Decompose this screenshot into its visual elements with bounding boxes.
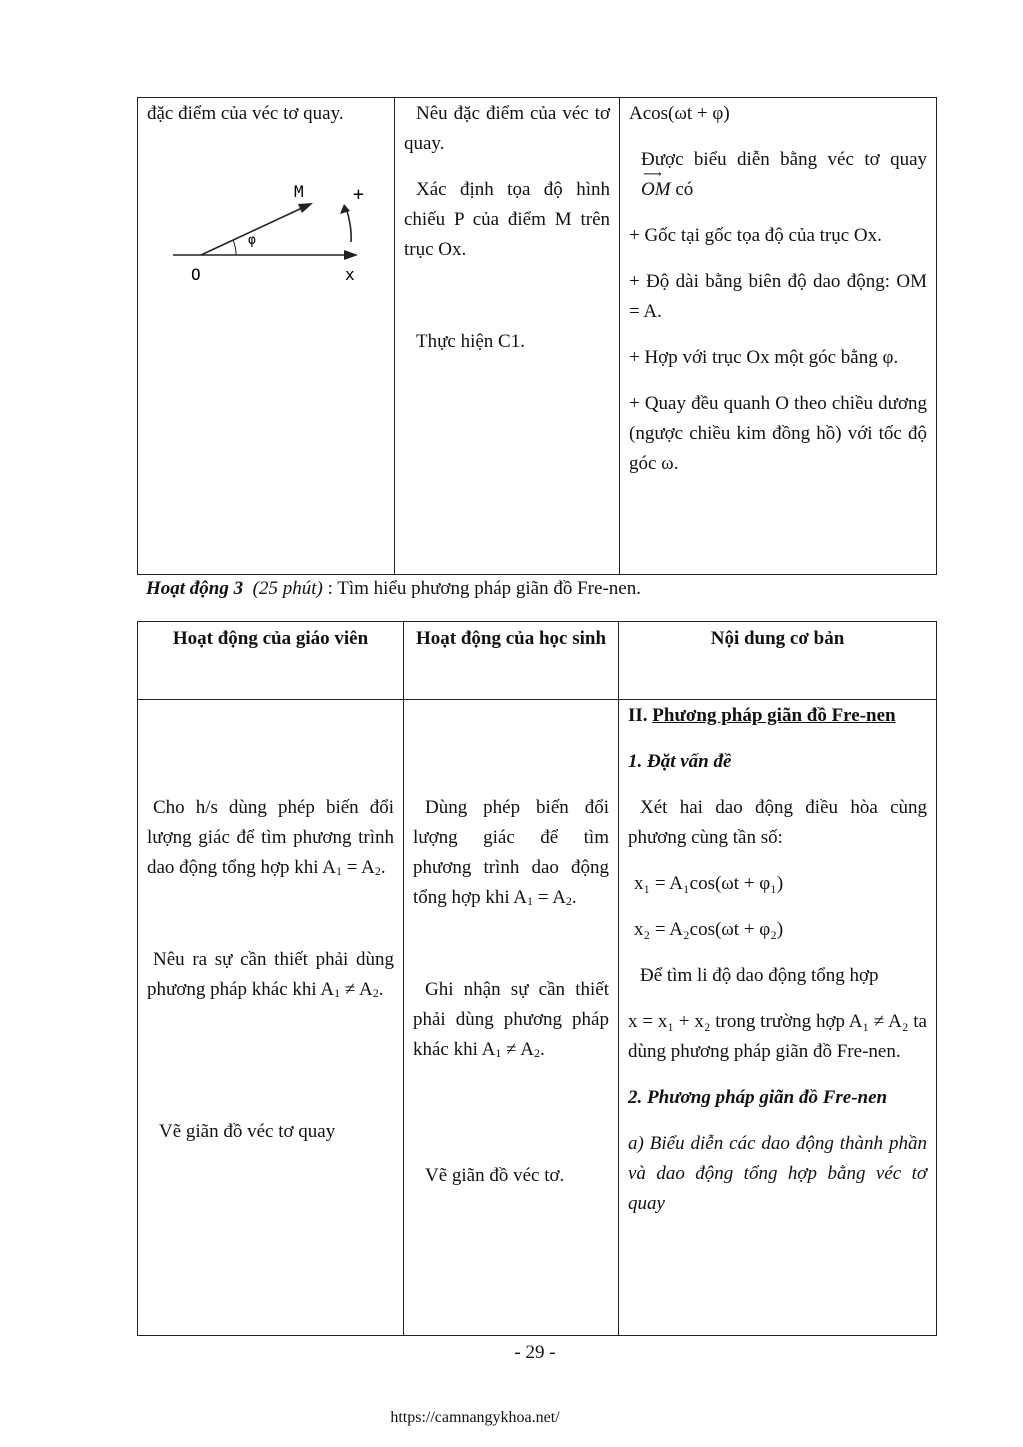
student-p2: Xác định tọa độ hình chiếu P của điểm M trên trục Ox. — [404, 179, 610, 260]
equation-x2: x₂ = A₂cos(ωt + φ₂) — [634, 919, 784, 940]
header-student: Hoạt động của học sinh — [404, 622, 619, 700]
content-p6: + Quay đều quanh O theo chiều dương (ngược chiều kim đồng hồ) với tốc độ góc ω. — [629, 393, 927, 474]
content-formula: Acos(ωt + φ) — [629, 103, 730, 124]
section-heading: II. Phương pháp giãn đồ Fre-nen — [628, 705, 896, 726]
equation-x1: x₁ = A₁cos(ωt + φ₁) — [634, 873, 784, 894]
vector-arrow-icon: ⟶ — [643, 166, 662, 181]
student-p1: Nêu đặc điểm của véc tơ quay. — [404, 103, 610, 154]
content2-p2: Để tìm li độ dao động tổng hợp — [640, 965, 879, 986]
cell-content2 — [619, 700, 937, 1336]
subsection-1: 1. Đặt vấn đề — [628, 751, 732, 772]
student2-p2: Ghi nhận sự cần thiết phải dùng phương pháp khác khi $A_1 \ne A_2$. — [413, 979, 609, 1060]
content2-p1: Xét hai dao động điều hòa cùng phương cùng tần số: — [628, 797, 927, 848]
teacher-p1: Cho h/s dùng phép biến đổi lượng giác để tìm phương trình dao động tổng hợp khi $A_1 = A_2$. — [147, 797, 394, 878]
content-p2: Được biểu diễn bằng véc tơ quay OM ⟶ có — [629, 145, 927, 205]
table-fresnel — [137, 621, 937, 1336]
content2-p3: x = x₁ + x₂ trong trường hợp A₁ ≠ A₂ ta dùng phương pháp giãn đồ Fre-nen. — [628, 1011, 927, 1062]
teacher-p2: Nêu ra sự cần thiết phải dùng phương pháp khác khi $A_1 \ne A_2$. — [147, 949, 394, 1000]
rotating-vector-diagram — [168, 178, 408, 298]
content-p4: + Độ dài bằng biên độ dao động: OM = A. — [629, 271, 927, 322]
content-p5: + Hợp với trục Ox một góc bằng φ. — [629, 347, 899, 368]
vector-om-label: OM ⟶ — [629, 175, 671, 205]
header-teacher: Hoạt động của giáo viên — [138, 622, 404, 700]
angle-arc — [233, 240, 236, 255]
x-axis-arrowhead — [344, 250, 358, 260]
label-m: M — [293, 181, 304, 201]
subsection-2: 2. Phương pháp giãn đồ Fre-nen — [628, 1087, 888, 1108]
label-plus: + — [352, 183, 364, 205]
label-o: O — [190, 264, 201, 284]
label-x: x — [344, 264, 355, 284]
topic-text: đặc điểm của véc tơ quay. — [147, 103, 344, 124]
source-url[interactable]: https://camnangykhoa.net/ — [390, 1409, 560, 1426]
cell-student — [404, 700, 619, 1336]
cell-student-activity — [395, 98, 620, 575]
activity3-heading: Hoạt động 3 (25 phút) : Tìm hiểu phương pháp giãn đồ Fre-nen. — [146, 578, 641, 599]
content-p3: + Gốc tại gốc tọa độ của trục Ox. — [629, 225, 882, 246]
student-p3: Thực hiện C1. — [416, 331, 525, 352]
header-content: Nội dung cơ bản — [619, 622, 937, 700]
label-phi: φ — [247, 232, 256, 248]
cell-teacher — [138, 700, 404, 1336]
rotation-arrowhead — [340, 204, 350, 214]
cell-topic — [138, 98, 395, 575]
student2-p3: Vẽ giãn đồ véc tơ. — [425, 1165, 565, 1186]
student2-p1: Dùng phép biến đổi lượng giác để tìm phương trình dao động tổng hợp khi $A_1 = A_2$. — [413, 797, 609, 908]
vector-om-arrowhead — [298, 203, 313, 213]
subsection-2a: a) Biểu diễn các dao động thành phần và dao động tổng hợp bằng véc tơ quay — [628, 1133, 927, 1214]
teacher-p3: Vẽ giãn đồ véc tơ quay — [159, 1121, 336, 1142]
page-number: - 29 - — [514, 1342, 556, 1363]
table-rotating-vector — [137, 97, 937, 575]
cell-content — [620, 98, 937, 575]
rotation-arc — [346, 208, 351, 242]
